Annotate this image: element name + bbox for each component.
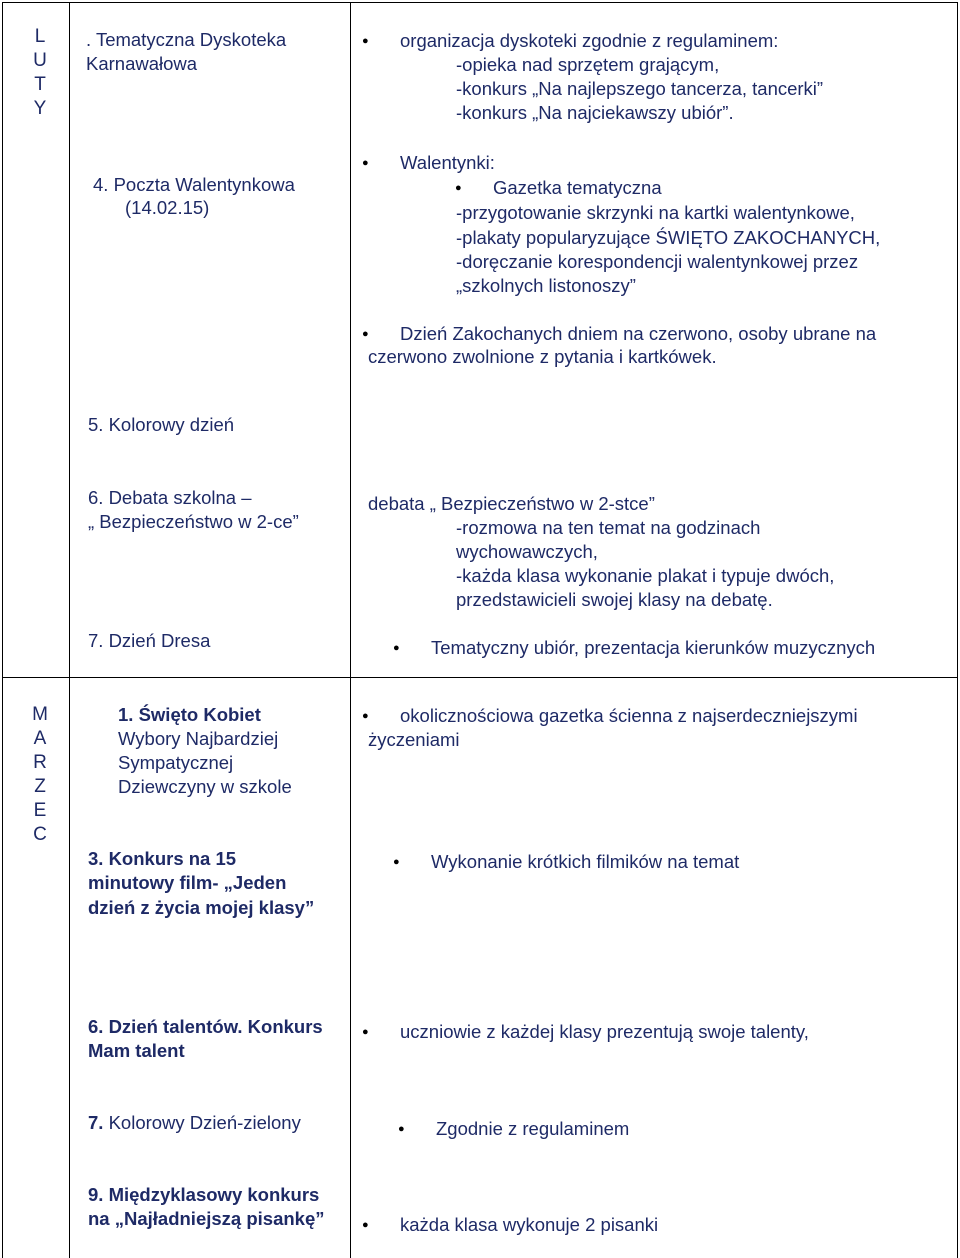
event-description-lead: ● Walentynki: bbox=[400, 151, 495, 175]
event-title-line: 4. Poczta Walentynkowa bbox=[93, 174, 295, 195]
event-title-line: 3. Konkurs na 15 bbox=[88, 848, 237, 869]
month-label-luty bbox=[12, 25, 68, 121]
event-description-lead: ● okolicznościowa gazetka ścienna z najserdeczniejszymi bbox=[400, 704, 858, 728]
event-description-lead: ● organizacja dyskoteki zgodnie z regulaminem: bbox=[400, 29, 778, 53]
event-title: 1. Święto Kobiet bbox=[118, 704, 261, 725]
month-letter: L bbox=[34, 26, 46, 47]
event-description-lead: debata „ Bezpieczeństwo w 2-stce” bbox=[368, 493, 655, 514]
event-title-line: Dziewczyny w szkole bbox=[118, 776, 292, 797]
table-border-top bbox=[2, 2, 958, 3]
event-description-line: -przygotowanie skrzynki na kartki walentynkowe, bbox=[456, 202, 855, 223]
event-title-line: 6. Debata szkolna – bbox=[88, 487, 252, 508]
event-description-line: życzeniami bbox=[368, 729, 460, 750]
event-title-line: (14.02.15) bbox=[125, 197, 210, 218]
event-title: 7. Dzień Dresa bbox=[88, 630, 211, 651]
event-title-line: Mam talent bbox=[88, 1040, 185, 1061]
event-description: ● Wykonanie krótkich filmików na temat bbox=[431, 850, 739, 874]
month-label-marzec bbox=[12, 703, 68, 847]
table-border-col2 bbox=[350, 2, 351, 1258]
event-title-line: Karnawałowa bbox=[86, 53, 198, 74]
month-letter: C bbox=[33, 824, 47, 845]
event-description: ● każda klasa wykonuje 2 pisanki bbox=[400, 1213, 658, 1237]
event-title-line: „ Bezpieczeństwo w 2-ce” bbox=[88, 511, 299, 532]
event-description-line: „szkolnych listonoszy” bbox=[456, 275, 636, 296]
event-title: 5. Kolorowy dzień bbox=[88, 414, 235, 435]
month-letter: Z bbox=[34, 776, 46, 797]
event-description: ● Tematyczny ubiór, prezentacja kierunków muzycznych bbox=[431, 636, 875, 660]
event-description-line: -rozmowa na ten temat na godzinach bbox=[456, 517, 761, 538]
event-description-line: -opieka nad sprzętem grającym, bbox=[456, 54, 720, 75]
table-border-left bbox=[2, 2, 3, 1258]
event-description-line: -konkurs „Na najlepszego tancerza, tancerki” bbox=[456, 78, 824, 99]
event-description-line: -każda klasa wykonanie plakat i typuje dwóch, bbox=[456, 565, 835, 586]
month-letter: M bbox=[32, 704, 48, 725]
event-title-line: . Tematyczna Dyskoteka bbox=[86, 29, 287, 50]
event-title-line: na „Najładniejszą pisankę” bbox=[88, 1208, 325, 1229]
event-description-line: przedstawicieli swojej klasy na debatę. bbox=[456, 589, 773, 610]
event-description-line: wychowawczych, bbox=[456, 541, 598, 562]
month-letter: E bbox=[33, 800, 47, 821]
table-border-right bbox=[957, 2, 958, 1258]
event-title bbox=[88, 1111, 301, 1135]
event-title-line: 6. Dzień talentów. Konkurs bbox=[88, 1016, 323, 1037]
event-title-line: dzień z życia mojej klasy” bbox=[88, 897, 315, 918]
event-title-line: minutowy film- „Jeden bbox=[88, 872, 287, 893]
event-description-line: czerwono zwolnione z pytania i kartkówek. bbox=[368, 346, 717, 367]
table-border-col1 bbox=[69, 2, 70, 1258]
month-letter: A bbox=[33, 728, 47, 749]
month-letter: R bbox=[33, 752, 47, 773]
event-description-line: -plakaty popularyzujące ŚWIĘTO ZAKOCHANYCH, bbox=[456, 227, 881, 248]
event-title-text: Kolorowy Dzień-zielony bbox=[103, 1112, 301, 1133]
table-border-month-divider bbox=[2, 677, 958, 678]
month-letter: T bbox=[34, 74, 46, 95]
event-description-line: -konkurs „Na najciekawszy ubiór”. bbox=[456, 102, 734, 123]
event-title-line: Wybory Najbardziej bbox=[118, 728, 279, 749]
event-title-line: Sympatycznej bbox=[118, 752, 234, 773]
event-description-subbullet: ● Gazetka tematyczna bbox=[493, 176, 662, 200]
event-description: ● Zgodnie z regulaminem bbox=[436, 1117, 629, 1141]
event-description-line: -doręczanie korespondencji walentynkowej przez bbox=[456, 251, 859, 272]
month-letter: Y bbox=[33, 98, 47, 119]
event-description: ● uczniowie z każdej klasy prezentują swoje talenty, bbox=[400, 1020, 809, 1044]
event-number: 7. bbox=[88, 1112, 104, 1133]
event-title-line: 9. Międzyklasowy konkurs bbox=[88, 1184, 320, 1205]
event-description-lead: ● Dzień Zakochanych dniem na czerwono, osoby ubrane na bbox=[400, 322, 876, 346]
month-letter: U bbox=[33, 50, 47, 71]
